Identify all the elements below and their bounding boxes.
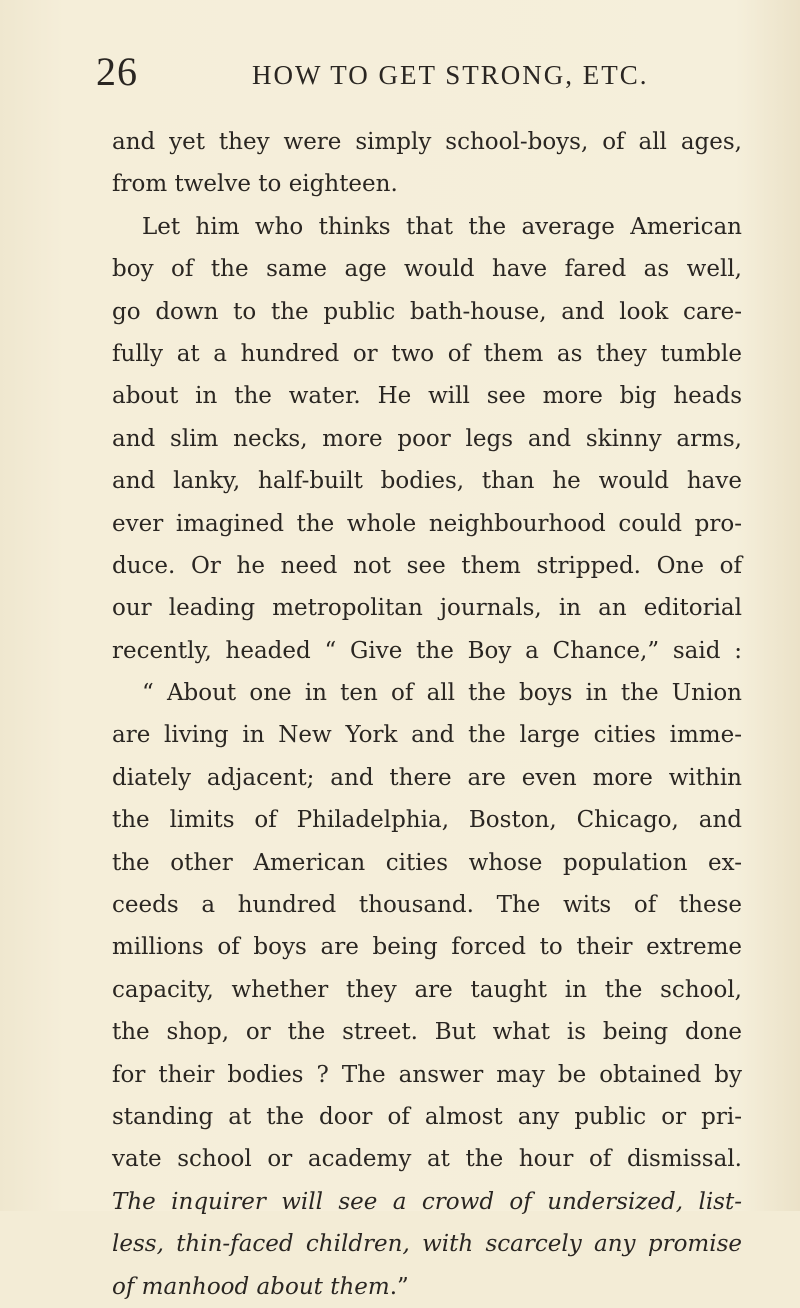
text-line-final <box>112 1266 742 1308</box>
text-line: millions of boys are being forced to their extreme <box>112 934 742 961</box>
text-line: about in the water. He will see more big heads <box>112 383 742 410</box>
closing-quote: ” <box>397 1273 409 1300</box>
text-line: go down to the public bath-house, and look care- <box>112 298 742 325</box>
text-line: are living in New York and the large cities imme- <box>112 722 742 749</box>
text-line: the shop, or the street. But what is being done <box>112 1019 742 1046</box>
text-line: ceeds a hundred thousand. The wits of these <box>112 892 742 919</box>
running-title: HOW TO GET STRONG, ETC. <box>252 60 649 90</box>
text-line: and yet they were simply school-boys, of all ages, <box>112 129 742 155</box>
text-line: boy of the same age would have fared as well, <box>112 256 742 283</box>
text-line: fully at a hundred or two of them as they tumble <box>112 340 742 367</box>
page-number: 26 <box>96 49 138 94</box>
text-line: the other American cities whose population ex- <box>112 849 742 876</box>
text-line: vate school or academy at the hour of dismissal. <box>112 1146 742 1173</box>
text-line: standing at the door of almost any public or pri- <box>112 1103 742 1130</box>
text-line: and slim necks, more poor legs and skinny arms, <box>112 425 742 452</box>
text-line: the limits of Philadelphia, Boston, Chicago, and <box>112 807 742 834</box>
body-text <box>112 121 742 1308</box>
closing-period: . <box>389 1273 397 1300</box>
text-line: ever imagined the whole neighbourhood could pro- <box>112 510 742 537</box>
text-line: The inquirer will see a crowd of undersized, list- <box>112 1188 742 1215</box>
text-line: duce. Or he need not see them stripped. One of <box>112 552 742 579</box>
text-line: “ About one in ten of all the boys in the Union <box>142 680 742 707</box>
text-line-italic: of manhood about them <box>112 1273 390 1300</box>
running-head <box>96 49 736 94</box>
text-line: less, thin-faced children, with scarcely any promise <box>112 1231 742 1258</box>
text-line: capacity, whether they are taught in the school, <box>112 976 742 1003</box>
text-line: and lanky, half-built bodies, than he would have <box>112 468 742 495</box>
text-line: our leading metropolitan journals, in an editorial <box>112 595 742 622</box>
text-line: recently, headed “ Give the Boy a Chance,” said : <box>112 637 742 664</box>
text-line: diately adjacent; and there are even more within <box>112 764 742 791</box>
text-line: from twelve to eighteen. <box>112 171 398 198</box>
text-line: Let him who thinks that the average American <box>142 213 742 240</box>
text-line: for their bodies ? The answer may be obtained by <box>112 1061 742 1088</box>
